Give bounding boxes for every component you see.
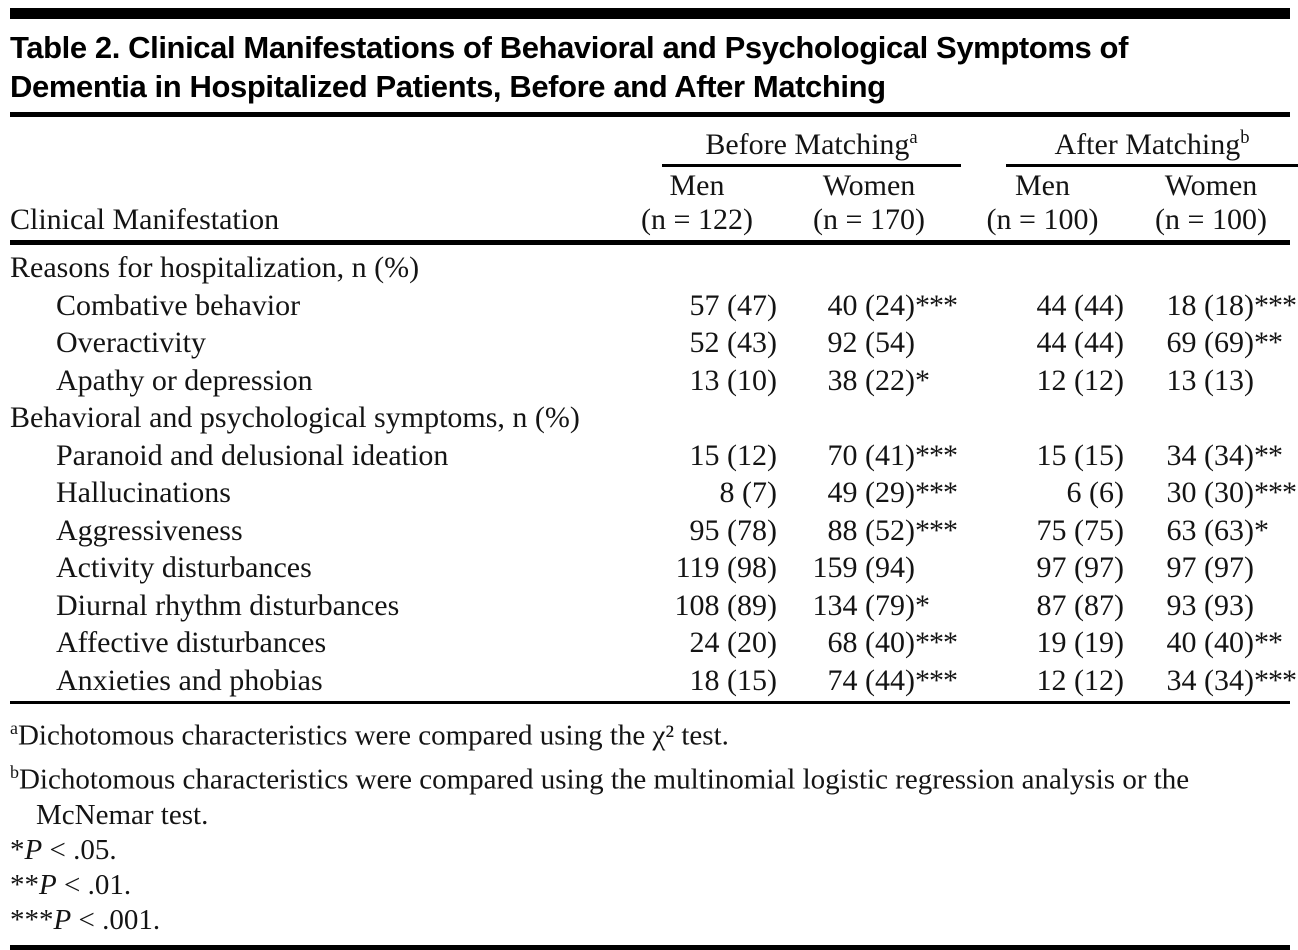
table-body bbox=[10, 249, 1296, 699]
cell-men-after: 12 (12) bbox=[1036, 663, 1124, 697]
table-row bbox=[10, 287, 1296, 325]
table-title bbox=[10, 28, 1290, 106]
cell-value: 159 (94) bbox=[812, 551, 915, 584]
footnote-a bbox=[10, 710, 1290, 754]
row-label: Apathy or depression bbox=[56, 363, 313, 397]
cell-value: 13 (13) bbox=[1166, 363, 1254, 397]
significance-marker: *** bbox=[915, 513, 957, 547]
section-row bbox=[10, 249, 1290, 287]
column-sex-label: Men bbox=[669, 169, 725, 202]
cell-men-before: 95 (78) bbox=[689, 513, 777, 547]
p-condition: < .01. bbox=[56, 869, 132, 902]
footnote-a-marker: a bbox=[10, 718, 18, 738]
cell-value: 40 (24) bbox=[827, 288, 915, 322]
table-row bbox=[10, 662, 1296, 700]
column-group-header-row bbox=[10, 121, 1290, 167]
table-row bbox=[10, 324, 1290, 362]
section-row bbox=[10, 399, 1290, 437]
cell-value: 74 (44) bbox=[827, 663, 915, 697]
p-condition: < .001. bbox=[71, 904, 161, 937]
cell-women-before bbox=[777, 437, 961, 475]
column-n-label: (n = 122) bbox=[641, 203, 753, 236]
significance-marker: * bbox=[915, 363, 929, 397]
significance-marker: ** bbox=[1254, 326, 1282, 359]
significance-marker: ** bbox=[1254, 438, 1282, 472]
group-label-before: Before Matching bbox=[705, 128, 910, 161]
cell-women-after bbox=[1124, 587, 1298, 625]
cell-men-before: 52 (43) bbox=[689, 326, 777, 359]
column-sex-label: Women bbox=[1164, 169, 1258, 202]
stub-header: Clinical Manifestation bbox=[10, 203, 280, 236]
table-row bbox=[10, 549, 1290, 587]
column-header-men-before bbox=[617, 169, 777, 237]
column-group-after-matching bbox=[961, 121, 1298, 167]
title-rule bbox=[10, 112, 1290, 117]
cell-men-after: 75 (75) bbox=[1036, 513, 1124, 547]
cell-men-after: 19 (19) bbox=[1036, 626, 1124, 659]
significance-note-1 bbox=[10, 833, 1290, 868]
cell-women-after bbox=[1124, 624, 1298, 662]
cell-women-after bbox=[1124, 662, 1298, 700]
cell-value: 40 (40) bbox=[1166, 626, 1254, 659]
p-condition: < .05. bbox=[42, 834, 117, 867]
cell-men-before: 13 (10) bbox=[689, 363, 777, 397]
cell-men-after: 12 (12) bbox=[1036, 363, 1124, 397]
cell-value: 92 (54) bbox=[827, 326, 915, 359]
row-label: Aggressiveness bbox=[56, 513, 243, 547]
significance-marker: ** bbox=[1254, 626, 1282, 659]
column-n-label: (n = 170) bbox=[813, 203, 925, 236]
row-label: Paranoid and delusional ideation bbox=[56, 438, 449, 472]
row-label: Activity disturbances bbox=[56, 551, 312, 584]
footnote-a-text: Dichotomous characteristics were compared using the χ² test. bbox=[17, 719, 729, 752]
cell-women-before bbox=[777, 587, 961, 625]
cell-value: 63 (63) bbox=[1166, 513, 1254, 547]
cell-men-before: 108 (89) bbox=[674, 588, 777, 622]
cell-women-before bbox=[777, 549, 961, 587]
section-label: Behavioral and psychological symptoms, n (%) bbox=[10, 401, 580, 434]
table-row bbox=[10, 624, 1290, 662]
column-header-men-after bbox=[961, 169, 1124, 237]
significance-marker: * bbox=[915, 588, 929, 622]
cell-men-after: 44 (44) bbox=[1036, 288, 1124, 322]
table-row bbox=[10, 437, 1290, 475]
table-row bbox=[10, 587, 1290, 625]
cell-men-before: 18 (15) bbox=[689, 663, 777, 697]
significance-note-2 bbox=[10, 868, 1290, 903]
cell-women-before bbox=[777, 362, 961, 400]
cell-men-before: 24 (20) bbox=[689, 626, 777, 659]
row-label: Overactivity bbox=[56, 326, 206, 359]
column-header-women-after bbox=[1124, 169, 1298, 237]
row-label: Combative behavior bbox=[56, 288, 301, 322]
cell-women-before bbox=[777, 662, 961, 700]
significance-note-3 bbox=[10, 903, 1290, 938]
cell-women-after bbox=[1124, 512, 1298, 550]
significance-marker: *** bbox=[915, 626, 957, 659]
row-label: Diurnal rhythm disturbances bbox=[56, 588, 400, 622]
cell-men-before: 119 (98) bbox=[675, 551, 777, 584]
stars: *** bbox=[10, 904, 54, 937]
cell-women-after bbox=[1124, 549, 1298, 587]
significance-marker: *** bbox=[1254, 663, 1296, 697]
cell-value: 34 (34) bbox=[1166, 663, 1254, 697]
table-row bbox=[10, 512, 1290, 550]
column-n-label: (n = 100) bbox=[986, 203, 1099, 236]
bottom-rule bbox=[10, 945, 1290, 950]
cell-men-after: 97 (97) bbox=[1036, 551, 1124, 584]
cell-women-before bbox=[777, 324, 961, 362]
p-symbol: P bbox=[24, 834, 43, 867]
p-symbol: P bbox=[53, 904, 72, 937]
top-rule bbox=[10, 8, 1290, 19]
table-row bbox=[10, 474, 1296, 512]
stars: * bbox=[10, 834, 25, 867]
cell-value: 88 (52) bbox=[827, 513, 915, 547]
significance-marker: *** bbox=[915, 438, 957, 472]
cell-men-before: 57 (47) bbox=[689, 288, 777, 322]
footnote-b-marker: b bbox=[10, 761, 19, 782]
group-label-after: After Matching bbox=[1054, 128, 1241, 161]
cell-value: 69 (69) bbox=[1166, 326, 1254, 359]
significance-marker: * bbox=[1254, 513, 1268, 547]
footnotes bbox=[10, 704, 1290, 938]
cell-women-before bbox=[777, 512, 961, 550]
cell-women-after bbox=[1124, 362, 1298, 400]
footnote-marker-a: a bbox=[909, 127, 918, 148]
footnote-marker-b: b bbox=[1240, 127, 1250, 148]
cell-value: 49 (29) bbox=[827, 476, 915, 509]
cell-value: 70 (41) bbox=[827, 438, 915, 472]
cell-value: 134 (79) bbox=[812, 588, 915, 622]
group-header-spacer bbox=[10, 121, 617, 167]
cell-value: 30 (30) bbox=[1166, 476, 1254, 509]
cell-women-before bbox=[777, 287, 961, 325]
significance-marker: *** bbox=[915, 288, 957, 322]
column-header-row bbox=[10, 169, 1290, 237]
cell-women-after bbox=[1124, 324, 1298, 362]
column-header-women-before bbox=[777, 169, 961, 237]
significance-marker: *** bbox=[1254, 288, 1296, 322]
cell-women-after bbox=[1124, 437, 1298, 475]
cell-women-before bbox=[777, 474, 961, 512]
cell-men-after: 6 (6) bbox=[1066, 476, 1124, 509]
cell-women-after bbox=[1124, 474, 1298, 512]
table-title-line-2: Dementia in Hospitalized Patients, Before and After Matching bbox=[10, 69, 886, 104]
cell-men-before: 8 (7) bbox=[719, 476, 777, 509]
cell-value: 18 (18) bbox=[1166, 288, 1254, 322]
footnote-b bbox=[10, 754, 1290, 834]
column-sex-label: Women bbox=[822, 169, 916, 202]
cell-men-after: 15 (15) bbox=[1036, 438, 1124, 472]
cell-men-after: 87 (87) bbox=[1036, 588, 1124, 622]
row-label: Hallucinations bbox=[56, 476, 231, 509]
stars: ** bbox=[10, 869, 39, 902]
significance-marker: *** bbox=[915, 476, 957, 509]
column-group-before-matching bbox=[617, 121, 961, 167]
cell-value: 34 (34) bbox=[1166, 438, 1254, 472]
cell-value: 97 (97) bbox=[1166, 551, 1254, 584]
cell-men-after: 44 (44) bbox=[1036, 326, 1124, 359]
footnote-b-text: Dichotomous characteristics were compared using the multinomial logistic regression analysis or the McNemar test. bbox=[18, 763, 1190, 832]
column-sex-label: Men bbox=[1015, 169, 1070, 202]
cell-value: 68 (40) bbox=[827, 626, 915, 659]
cell-women-after bbox=[1124, 287, 1298, 325]
cell-men-before: 15 (12) bbox=[689, 438, 777, 472]
significance-marker: *** bbox=[915, 663, 957, 697]
header-rule bbox=[10, 240, 1290, 245]
row-label: Affective disturbances bbox=[56, 626, 327, 659]
p-symbol: P bbox=[39, 869, 57, 902]
cell-value: 38 (22) bbox=[827, 363, 915, 397]
column-n-label: (n = 100) bbox=[1155, 203, 1267, 236]
row-label: Anxieties and phobias bbox=[56, 663, 323, 697]
cell-value: 93 (93) bbox=[1166, 588, 1254, 622]
table-row bbox=[10, 362, 1290, 400]
table-title-line-1: Table 2. Clinical Manifestations of Behavioral and Psychological Symptoms of bbox=[10, 30, 1129, 65]
significance-marker: *** bbox=[1254, 476, 1296, 509]
section-label: Reasons for hospitalization, n (%) bbox=[10, 251, 420, 284]
cell-women-before bbox=[777, 624, 961, 662]
